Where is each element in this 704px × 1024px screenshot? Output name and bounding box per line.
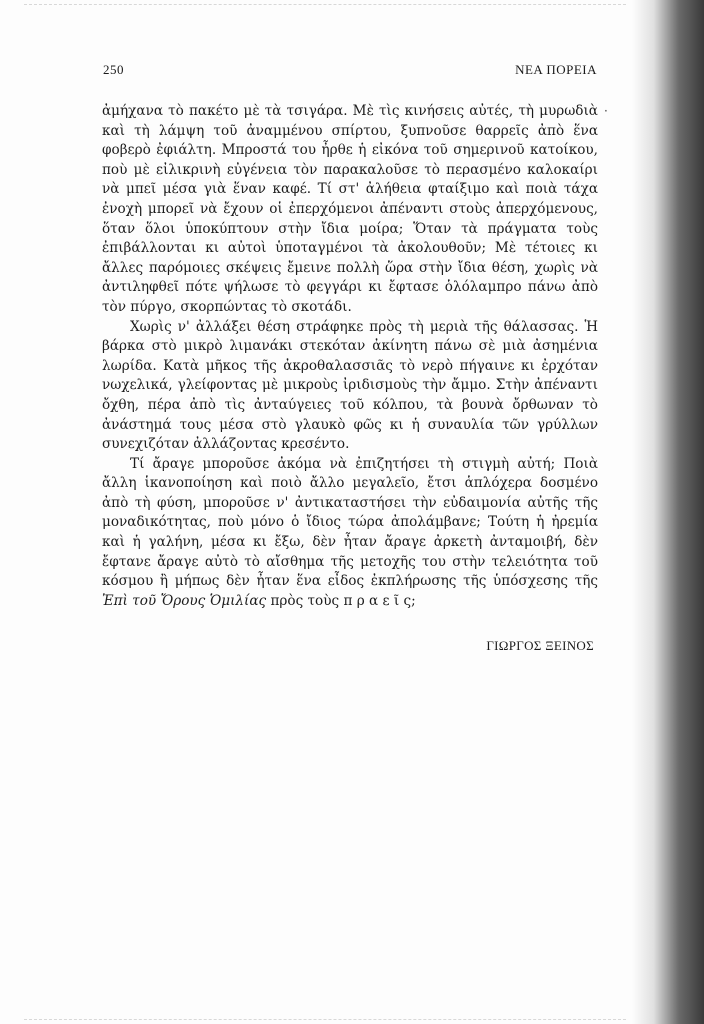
paragraph-3-mid: πρὸς τοὺς bbox=[266, 592, 344, 609]
author-signature: ΓΙΩΡΓΟΣ ΞΕΙΝΟΣ bbox=[486, 638, 594, 653]
page-number: 250 bbox=[103, 62, 124, 77]
paragraph-3 bbox=[102, 455, 598, 612]
paragraph-3-end: ; bbox=[411, 592, 416, 609]
paragraph-1: ἀμήχανα τὸ πακέτο μὲ τὰ τσιγάρα. Μὲ τὶς κινήσεις αὐτές, τὴ μυρωδιὰ καὶ τὴ λάμψη τοῦ ἀναμμένου σπίρτου, ξυπνοῦσε θαρρεῖς ἀπὸ ἕνα φοβερὸ ἐφιάλτη. Μπροστά του ἦρθε ἡ εἰκόνα τοῦ σημερινοῦ κατοίκου, ποὺ μὲ εἰλικρινὴ εὐγένεια τὸν παρακαλοῦσε τὸ περασμένο καλοκαίρι νὰ μπεῖ μέσα γιὰ ἕναν καφέ. Τί στ' ἀλήθεια φταίξιμο καὶ ποιὰ τάχα ἐνοχὴ μπορεῖ νὰ ἔχουν οἱ ἐπερχόμενοι ἀπέναντι στοὺς ἀπερχόμενους, ὅταν ὅλοι ὑποκύπτουν στὴν ἴδια μοίρα; Ὅταν τὰ πράγματα τοὺς ἐπιβάλλονται κι αὐτοὶ ὑποταγμένοι τὰ ἀκολουθοῦν; Μὲ τέτοιες κι ἄλλες παρόμοιες σκέψεις ἔμεινε πολλὴ ὥρα στὴν ἴδια θέση, χωρὶς νὰ ἀντιληφθεῖ πότε ψήλωσε τὸ φεγγάρι κι ἔφτασε ὁλόλαμπρο πάνω ἀπὸ τὸν πύργο, σκορπώντας τὸ σκοτάδι. bbox=[102, 103, 598, 315]
top-edge-line bbox=[24, 4, 626, 5]
spaced-word: π ρ α ε ῖ ς bbox=[343, 592, 412, 609]
paragraph-3-lead: Τί ἄραγε μποροῦσε ἀκόμα νὰ ἐπιζητήσει τὴ στιγμὴ αὐτή; Ποιὰ ἄλλη ἱκανοποίηση καὶ ποιὸ ἄλλο μεγαλεῖο, ἔτσι ἁπλόχερα δοσμένο ἀπὸ τὴ φύση, μποροῦσε ν' ἀντικαταστήσει τὴν εὐδαιμονία αὐτῆς τῆς μοναδικότητας, ποὺ μόνο ὁ ἴδιος τώρα ἀπολάμβανε; Τούτη ἡ ἠρεμία καὶ ἡ γαλήνη, μέσα κι ἔξω, δὲν ἦταν ἄραγε ἀρκετὴ ἀνταμοιβή, δὲν ἔφτανε ἄραγε αὐτὸ τὸ αἴσθημα τῆς μετοχῆς του στὴν τελειότητα τοῦ κόσμου ἢ μήπως δὲν ἦταν ἕνα εἶδος ἐκπλήρωσης τῆς ὑπόσχεσης τῆς bbox=[102, 455, 598, 590]
running-head: ΝΕΑ ΠΟΡΕΙΑ bbox=[515, 62, 597, 77]
book-title-italic: Ἐπὶ τοῦ Ὄρους Ὁμιλίας bbox=[102, 592, 267, 609]
body-text bbox=[102, 102, 598, 611]
margin-mark: · bbox=[604, 104, 608, 118]
book-spine-shadow bbox=[632, 0, 704, 1024]
bottom-edge-line bbox=[24, 1019, 626, 1020]
paragraph-2: Χωρὶς ν' ἀλλάξει θέση στράφηκε πρὸς τὴ μεριὰ τῆς θάλασσας. Ἡ βάρκα στὸ μικρὸ λιμανάκι στεκόταν ἀκίνητη πάνω σὲ μιὰ ἀσημένια λωρίδα. Κατὰ μῆκος τῆς ἀκροθαλασσιᾶς τὸ νερὸ πήγαινε κι ἐρχόταν νωχελικά, γλείφοντας μὲ μικροὺς ἰριδισμοὺς τὴν ἄμμο. Στὴν ἀπέναντι ὄχθη, πέρα ἀπὸ τὶς ἀνταύγειες τοῦ κόλπου, τὰ βουνὰ ὄρθωναν τὸ ἀνάστημά τους μέσα στὸ γλαυκὸ φῶς κι ἡ συναυλία τῶν γρύλλων συνεχιζόταν ἀλλάζοντας κρεσέντο. bbox=[102, 318, 598, 453]
